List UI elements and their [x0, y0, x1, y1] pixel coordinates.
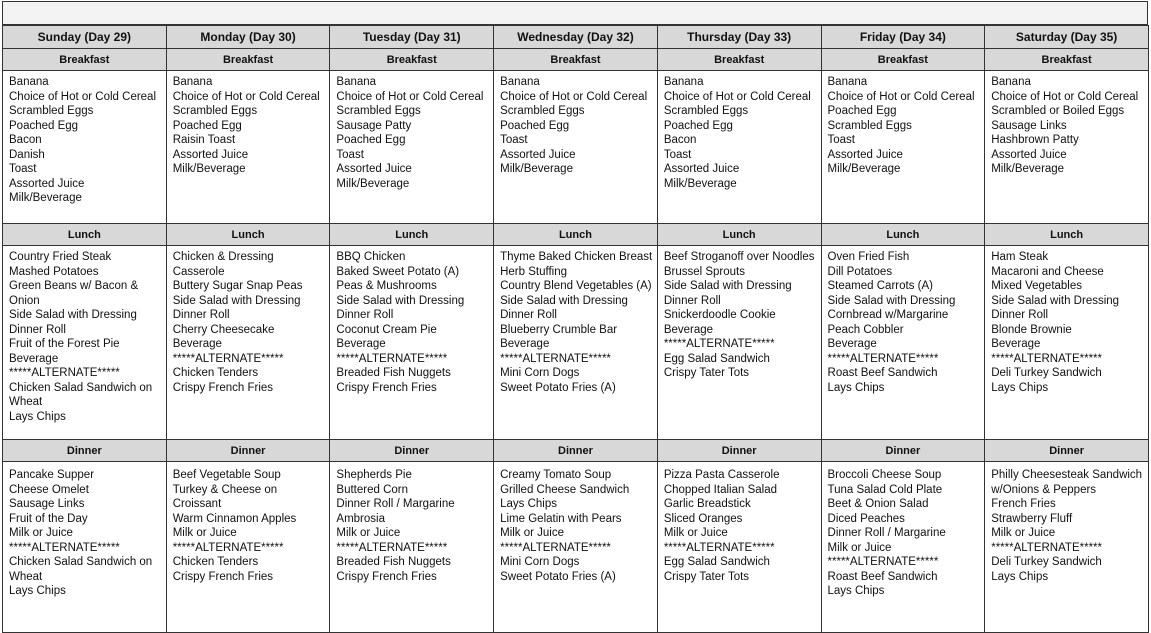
menu-item: Crispy French Fries [336, 570, 437, 583]
menu-item: *****ALTERNATE***** [9, 541, 120, 554]
day-header-tuesday: Tuesday (Day 31) [330, 26, 494, 49]
menu-item: French Fries [991, 498, 1056, 510]
menu-item: Dinner Roll [991, 309, 1049, 321]
menu-item: Chicken Tenders [172, 556, 259, 568]
menu-item: Country Blend Vegetables (A) [500, 280, 652, 292]
menu-item: Scrambled Eggs [336, 105, 421, 117]
menu-item: Crispy French Fries [172, 381, 274, 394]
menu-item: Broccoli Cheese Soup [827, 469, 942, 481]
menu-item: Green Beans w/ Bacon & Onion [9, 280, 139, 307]
menu-item: Beverage [500, 338, 550, 350]
day-header-friday: Friday (Day 34) [821, 26, 985, 49]
menu-item: *****ALTERNATE***** [663, 541, 775, 554]
lunch-label-tuesday: Lunch [330, 224, 494, 246]
menu-item: Choice of Hot or Cold Cereal [336, 90, 484, 103]
menu-item: Assorted Juice [663, 163, 740, 175]
menu-item: Beef Vegetable Soup [172, 469, 281, 481]
lunch-cell-wednesday [494, 246, 658, 440]
menu-item: Lime Gelatin with Pears [500, 512, 622, 525]
menu-item: Mixed Vegetables [991, 280, 1083, 292]
menu-item: Deli Turkey Sandwich [991, 367, 1102, 379]
menu-item: Milk or Juice [9, 527, 73, 539]
menu-item: Lays Chips [9, 410, 66, 423]
menu-item: *****ALTERNATE***** [500, 541, 611, 554]
menu-item: Garlic Breadstick [663, 498, 751, 510]
lunch-items-row [3, 246, 1149, 440]
breakfast-item-list [822, 71, 985, 177]
menu-item: Lays Chips [991, 570, 1049, 583]
breakfast-header-row [3, 49, 1149, 71]
menu-item: Brussel Sprouts [663, 265, 745, 278]
menu-item: Cornbread w/Margarine [827, 309, 949, 321]
menu-item: Beverage [336, 338, 386, 350]
menu-item: Poached Egg [336, 134, 406, 146]
menu-item: Herb Stuffing [500, 265, 568, 278]
menu-item: Tuna Salad Cold Plate [827, 483, 943, 496]
menu-item: Mini Corn Dogs [500, 367, 580, 379]
menu-item: Fruit of the Day [9, 512, 88, 525]
lunch-item-list [822, 246, 985, 395]
menu-item: Philly Cheesesteak Sandwich w/Onions & Peppers [991, 469, 1143, 496]
menu-item: *****ALTERNATE***** [172, 541, 284, 554]
menu-item: Side Salad with Dressing [172, 294, 301, 307]
menu-body [3, 49, 1149, 633]
menu-item: Pizza Pasta Casserole [663, 469, 780, 481]
menu-item: Crispy French Fries [172, 570, 274, 583]
menu-item: Milk/Beverage [172, 163, 246, 175]
breakfast-label-thursday: Breakfast [657, 49, 821, 71]
menu-item: Buttered Corn [336, 483, 409, 496]
menu-item: Fruit of the Forest Pie [9, 338, 120, 350]
menu-item: Egg Salad Sandwich [663, 556, 770, 568]
menu-item: Banana [500, 76, 540, 88]
menu-item: Banana [9, 76, 49, 88]
breakfast-item-list [3, 71, 166, 206]
breakfast-label-friday: Breakfast [821, 49, 985, 71]
lunch-header-row [3, 224, 1149, 246]
menu-item: Toast [336, 148, 364, 161]
breakfast-label-saturday: Breakfast [985, 49, 1149, 71]
menu-item: Scrambled Eggs [9, 105, 94, 117]
menu-item: Sweet Potato Fries (A) [500, 570, 616, 583]
dinner-label-saturday: Dinner [985, 440, 1149, 462]
menu-item: BBQ Chicken [336, 251, 406, 263]
lunch-label-thursday: Lunch [657, 224, 821, 246]
menu-item: Assorted Juice [991, 148, 1067, 161]
menu-item: Lays Chips [991, 381, 1049, 394]
day-header-saturday: Saturday (Day 35) [985, 26, 1149, 49]
dinner-items-row [3, 462, 1149, 633]
menu-item: Danish [9, 148, 45, 161]
menu-item: Choice of Hot or Cold Cereal [663, 90, 811, 103]
menu-item: Milk or Juice [172, 527, 237, 539]
breakfast-cell-friday [821, 71, 985, 224]
dinner-label-tuesday: Dinner [330, 440, 494, 462]
menu-item: *****ALTERNATE***** [991, 352, 1103, 365]
lunch-label-saturday: Lunch [985, 224, 1149, 246]
lunch-label-friday: Lunch [821, 224, 985, 246]
dinner-label-sunday: Dinner [3, 440, 167, 462]
menu-item: Milk/Beverage [663, 177, 737, 190]
menu-item: Dinner Roll / Margarine [827, 527, 946, 539]
breakfast-cell-saturday [985, 71, 1149, 224]
menu-item: Roast Beef Sandwich [827, 570, 938, 583]
menu-item: Egg Salad Sandwich [663, 352, 770, 365]
menu-item: Beverage [9, 352, 59, 365]
menu-item: Breaded Fish Nuggets [336, 556, 451, 568]
dinner-item-list [330, 462, 493, 584]
menu-item: Sweet Potato Fries (A) [500, 381, 616, 394]
menu-item: *****ALTERNATE***** [9, 367, 120, 379]
menu-item: Beverage [172, 338, 222, 350]
lunch-cell-sunday [3, 246, 167, 440]
lunch-cell-tuesday [330, 246, 494, 440]
menu-item: Banana [172, 76, 213, 88]
menu-item: Beverage [991, 338, 1041, 350]
breakfast-item-list [494, 71, 657, 177]
menu-item: Assorted Juice [827, 148, 903, 161]
menu-item: Chicken Salad Sandwich on Wheat [9, 381, 153, 408]
menu-item: Choice of Hot or Cold Cereal [827, 90, 975, 103]
menu-item: Poached Egg [827, 105, 897, 117]
menu-item: *****ALTERNATE***** [500, 352, 611, 365]
breakfast-item-list [658, 71, 821, 191]
lunch-cell-monday [166, 246, 330, 440]
lunch-cell-saturday [985, 246, 1149, 440]
menu-item: Assorted Juice [172, 148, 249, 161]
menu-item: Assorted Juice [336, 163, 412, 175]
menu-item: *****ALTERNATE***** [991, 541, 1103, 554]
menu-item: Sausage Links [991, 119, 1067, 132]
menu-item: Lays Chips [500, 498, 557, 510]
menu-item: Sausage Links [9, 498, 85, 510]
menu-item: Country Fried Steak [9, 251, 112, 263]
menu-item: Choice of Hot or Cold Cereal [991, 90, 1139, 103]
header-bar [2, 1, 1148, 25]
dinner-cell-wednesday [494, 462, 658, 633]
menu-item: Shepherds Pie [336, 469, 412, 481]
menu-item: Banana [991, 76, 1031, 88]
menu-item: Coconut Cream Pie [336, 323, 437, 336]
menu-item: Toast [663, 148, 692, 161]
menu-item: Dinner Roll [9, 323, 66, 336]
menu-item: Side Salad with Dressing [336, 294, 465, 307]
dinner-cell-monday [166, 462, 330, 633]
menu-item: Ambrosia [336, 512, 385, 525]
menu-item: Crispy Tater Tots [663, 367, 750, 379]
menu-item: Lays Chips [827, 381, 885, 394]
menu-item: *****ALTERNATE***** [663, 338, 775, 350]
dinner-item-list [658, 462, 821, 584]
menu-item: Peach Cobbler [827, 323, 904, 336]
menu-item: Oven Fried Fish [827, 251, 910, 263]
dinner-item-list [985, 462, 1148, 584]
menu-item: *****ALTERNATE***** [827, 352, 939, 365]
menu-item: *****ALTERNATE***** [336, 541, 448, 554]
dinner-label-wednesday: Dinner [494, 440, 658, 462]
menu-item: Milk or Juice [663, 527, 728, 539]
menu-item: Breaded Fish Nuggets [336, 367, 451, 379]
menu-item: Raisin Toast [172, 134, 236, 146]
menu-item: Lays Chips [9, 585, 66, 597]
dinner-item-list [167, 462, 330, 584]
menu-item: Bacon [663, 134, 697, 146]
menu-item: Assorted Juice [9, 177, 85, 190]
day-header-row [3, 26, 1149, 49]
menu-item: Pancake Supper [9, 469, 95, 481]
menu-item: Milk/Beverage [336, 177, 410, 190]
breakfast-item-list [985, 71, 1148, 177]
breakfast-cell-sunday [3, 71, 167, 224]
menu-item: Side Salad with Dressing [500, 294, 628, 307]
menu-item: Toast [9, 163, 37, 175]
dinner-cell-saturday [985, 462, 1149, 633]
menu-item: Scrambled Eggs [827, 119, 912, 132]
menu-item: Peas & Mushrooms [336, 280, 437, 292]
menu-item: Poached Egg [500, 119, 570, 132]
dinner-item-list [494, 462, 657, 584]
menu-item: Dinner Roll [500, 309, 557, 321]
menu-item: Dill Potatoes [827, 265, 893, 278]
breakfast-label-sunday: Breakfast [3, 49, 167, 71]
menu-item: Scrambled Eggs [663, 105, 749, 117]
menu-item: Roast Beef Sandwich [827, 367, 938, 379]
menu-item: Snickerdoodle Cookie [663, 309, 776, 321]
day-header-wednesday: Wednesday (Day 32) [494, 26, 658, 49]
menu-item: Banana [336, 76, 377, 88]
menu-item: Crispy French Fries [336, 381, 437, 394]
menu-item: Chopped Italian Salad [663, 483, 777, 496]
menu-item: Poached Egg [663, 119, 733, 132]
menu-item: Mashed Potatoes [9, 265, 99, 278]
menu-item: Toast [500, 134, 528, 146]
menu-item: Macaroni and Cheese [991, 265, 1104, 278]
breakfast-label-tuesday: Breakfast [330, 49, 494, 71]
menu-item: Beverage [663, 323, 714, 336]
menu-item: Dinner Roll [663, 294, 721, 307]
dinner-item-list [822, 462, 985, 599]
menu-item: Chicken Tenders [172, 367, 259, 379]
menu-item: Milk/Beverage [9, 192, 82, 204]
dinner-cell-friday [821, 462, 985, 633]
dinner-label-friday: Dinner [821, 440, 985, 462]
menu-item: Strawberry Fluff [991, 512, 1073, 525]
menu-item: Choice of Hot or Cold Cereal [9, 90, 157, 103]
menu-item: Side Salad with Dressing [827, 294, 956, 307]
dinner-cell-thursday [657, 462, 821, 633]
dinner-cell-tuesday [330, 462, 494, 633]
menu-item: Beef Stroganoff over Noodles [663, 251, 815, 263]
menu-item: Warm Cinnamon Apples [172, 512, 297, 525]
menu-item: Deli Turkey Sandwich [991, 556, 1102, 568]
menu-item: Milk/Beverage [991, 163, 1065, 175]
menu-item: Milk or Juice [500, 527, 565, 539]
menu-item: Blueberry Crumble Bar [500, 323, 618, 336]
menu-item: Ham Steak [991, 251, 1049, 263]
menu-item: Banana [827, 76, 868, 88]
menu-item: Milk/Beverage [500, 163, 573, 175]
dinner-item-list [3, 462, 166, 599]
menu-item: Cherry Cheesecake [172, 323, 275, 336]
breakfast-label-monday: Breakfast [166, 49, 330, 71]
lunch-label-monday: Lunch [166, 224, 330, 246]
lunch-item-list [167, 246, 330, 395]
menu-item: Baked Sweet Potato (A) [336, 265, 460, 278]
menu-item: Side Salad with Dressing [663, 280, 792, 292]
menu-item: *****ALTERNATE***** [827, 556, 939, 568]
lunch-label-wednesday: Lunch [494, 224, 658, 246]
menu-item: Grilled Cheese Sandwich [500, 483, 630, 496]
menu-item: Thyme Baked Chicken Breast [500, 251, 653, 263]
menu-item: Choice of Hot or Cold Cereal [172, 90, 320, 103]
menu-item: Toast [827, 134, 856, 146]
menu-item: *****ALTERNATE***** [172, 352, 284, 365]
menu-item: Sliced Oranges [663, 512, 743, 525]
lunch-item-list [3, 246, 166, 424]
lunch-cell-thursday [657, 246, 821, 440]
lunch-item-list [494, 246, 657, 395]
breakfast-cell-thursday [657, 71, 821, 224]
dinner-label-monday: Dinner [166, 440, 330, 462]
menu-item: Choice of Hot or Cold Cereal [500, 90, 648, 103]
menu-item: Scrambled or Boiled Eggs [991, 105, 1125, 117]
menu-item: Turkey & Cheese on Croissant [172, 483, 278, 510]
menu-item: Cheese Omelet [9, 483, 89, 496]
menu-item: Beverage [827, 338, 877, 350]
menu-item: Dinner Roll [172, 309, 230, 321]
menu-item: Poached Egg [172, 119, 242, 132]
menu-item: Banana [663, 76, 704, 88]
menu-item: Bacon [9, 134, 42, 146]
breakfast-item-list [330, 71, 493, 191]
lunch-item-list [658, 246, 821, 381]
breakfast-items-row [3, 71, 1149, 224]
menu-item: Steamed Carrots (A) [827, 280, 933, 292]
dinner-label-thursday: Dinner [657, 440, 821, 462]
dinner-header-row [3, 440, 1149, 462]
day-header-thursday: Thursday (Day 33) [657, 26, 821, 49]
menu-item: Diced Peaches [827, 512, 905, 525]
menu-item: Side Salad with Dressing [9, 309, 137, 321]
breakfast-label-wednesday: Breakfast [494, 49, 658, 71]
menu-item: Milk/Beverage [827, 163, 901, 175]
menu-item: Chicken & Dressing Casserole [172, 251, 274, 278]
menu-item: Milk or Juice [336, 527, 401, 539]
lunch-label-sunday: Lunch [3, 224, 167, 246]
breakfast-cell-monday [166, 71, 330, 224]
menu-item: Side Salad with Dressing [991, 294, 1120, 307]
menu-item: Milk or Juice [991, 527, 1056, 539]
day-header-sunday: Sunday (Day 29) [3, 26, 167, 49]
menu-item: Mini Corn Dogs [500, 556, 580, 568]
menu-item: Milk or Juice [827, 541, 892, 554]
lunch-item-list [330, 246, 493, 395]
menu-item: Dinner Roll [336, 309, 394, 321]
menu-item: Assorted Juice [500, 148, 576, 161]
lunch-item-list [985, 246, 1148, 395]
menu-item: Hashbrown Patty [991, 134, 1079, 146]
menu-item: Blonde Brownie [991, 323, 1072, 336]
menu-item: Sausage Patty [336, 119, 412, 132]
menu-item: Beet & Onion Salad [827, 498, 929, 510]
menu-item: Creamy Tomato Soup [500, 469, 612, 481]
menu-item: Poached Egg [9, 119, 79, 132]
day-header-monday: Monday (Day 30) [166, 26, 330, 49]
menu-item: Scrambled Eggs [500, 105, 585, 117]
menu-item: Scrambled Eggs [172, 105, 258, 117]
menu-item: Buttery Sugar Snap Peas [172, 280, 303, 292]
menu-item: Crispy Tater Tots [663, 570, 750, 583]
weekly-menu-table [2, 25, 1149, 633]
dinner-cell-sunday [3, 462, 167, 633]
menu-item: Chicken Salad Sandwich on Wheat [9, 556, 153, 583]
breakfast-cell-wednesday [494, 71, 658, 224]
menu-item: *****ALTERNATE***** [336, 352, 448, 365]
breakfast-cell-tuesday [330, 71, 494, 224]
lunch-cell-friday [821, 246, 985, 440]
menu-item: Dinner Roll / Margarine [336, 498, 455, 510]
menu-item: Lays Chips [827, 585, 885, 597]
breakfast-item-list [167, 71, 330, 177]
